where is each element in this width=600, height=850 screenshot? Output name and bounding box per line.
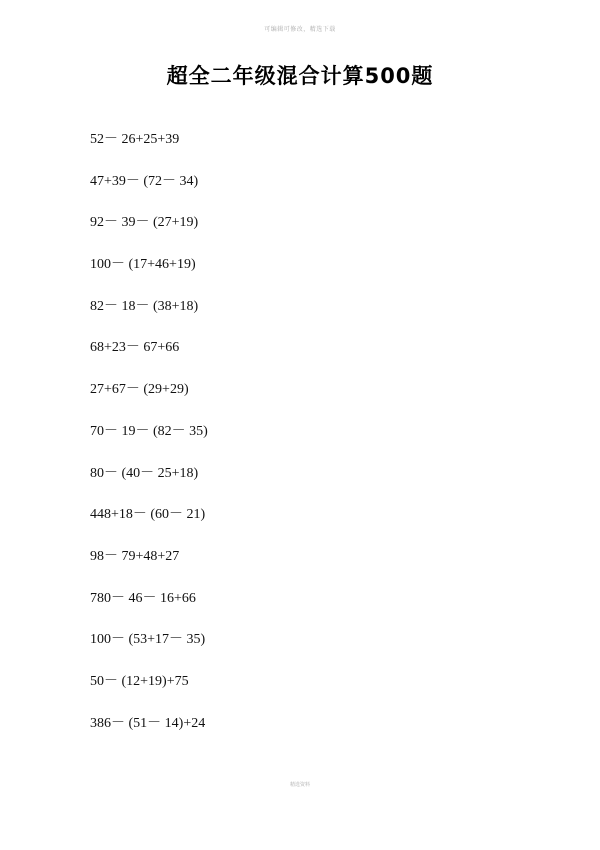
problem-item: 448+18－ (60－ 21) bbox=[90, 507, 206, 523]
problem-item: 100－ (53+17－ 35) bbox=[90, 632, 206, 648]
problem-item: 386－ (51－ 14)+24 bbox=[90, 715, 206, 731]
problem-item: 70－ 19－ (82－ 35) bbox=[90, 423, 208, 439]
problem-item: 92－ 39－ (27+19) bbox=[90, 215, 199, 231]
problem-item: 82－ 18－ (38+18) bbox=[90, 298, 199, 314]
page-title: 超全二年级混合计算500题 bbox=[166, 64, 434, 88]
problem-item: 100－ (17+46+19) bbox=[90, 257, 196, 273]
problem-item: 780－ 46－ 16+66 bbox=[90, 590, 196, 606]
problem-item: 47+39－ (72－ 34) bbox=[90, 173, 199, 189]
problem-item: 50－ (12+19)+75 bbox=[90, 673, 189, 689]
footer-note: 精选资料 bbox=[289, 782, 310, 788]
header-note: 可编辑可修改，精选下载 bbox=[264, 26, 336, 33]
problem-item: 27+67－ (29+29) bbox=[90, 382, 189, 398]
problem-item: 98－ 79+48+27 bbox=[90, 548, 180, 564]
problem-item: 68+23－ 67+66 bbox=[90, 340, 180, 356]
problem-item: 80－ (40－ 25+18) bbox=[90, 465, 199, 481]
problem-item: 52－ 26+25+39 bbox=[90, 132, 180, 147]
problem-list bbox=[90, 130, 208, 755]
